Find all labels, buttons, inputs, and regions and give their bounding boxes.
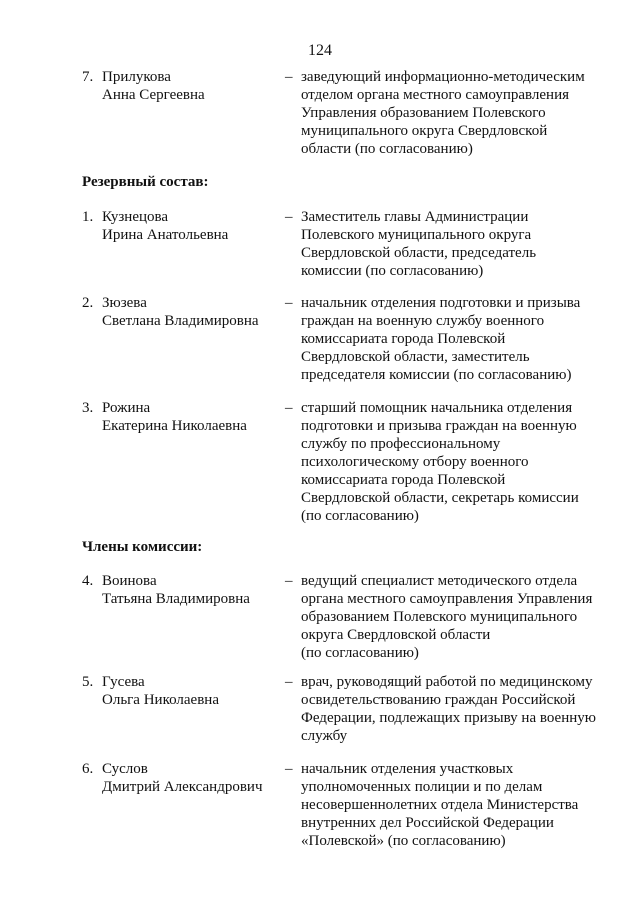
person-name: [102, 760, 282, 796]
position-description: [301, 208, 611, 280]
role-line: (по согласованию): [301, 508, 419, 524]
item-number: 3.: [82, 400, 94, 416]
role-line: (по согласованию): [301, 645, 419, 661]
role-line: органа местного самоуправления Управления: [301, 591, 593, 607]
role-line: начальник отделения участковых: [301, 761, 514, 777]
item-number: 5.: [82, 674, 94, 690]
person-name: [102, 572, 282, 608]
role-line: подготовки и призыва граждан на военную: [301, 418, 577, 434]
role-line: Управления образованием Полевского: [301, 105, 546, 121]
role-line: граждан на военную службу военного: [301, 313, 545, 329]
role-line: службу: [301, 728, 348, 744]
role-line: Свердловской области, председатель: [301, 245, 537, 261]
position-description: [301, 572, 611, 662]
role-line: психологическому отбору военного: [301, 454, 529, 470]
surname: Суслов: [102, 761, 148, 777]
given-names: Екатерина Николаевна: [102, 418, 247, 434]
given-names: Светлана Владимировна: [102, 313, 259, 329]
role-line: старший помощник начальника отделения: [301, 400, 573, 416]
role-line: комиссариата города Полевской: [301, 331, 506, 347]
role-line: комиссариата города Полевской: [301, 472, 506, 488]
surname: Зюзева: [102, 295, 147, 311]
role-line: несовершеннолетних отдела Министерства: [301, 797, 579, 813]
given-names: Ольга Николаевна: [102, 692, 219, 708]
person-name: [102, 673, 282, 709]
position-description: [301, 294, 611, 384]
surname: Гусева: [102, 674, 145, 690]
person-name: [102, 68, 282, 104]
surname: Прилукова: [102, 69, 171, 85]
dash-separator: –: [285, 400, 293, 416]
role-line: Свердловской области, заместитель: [301, 349, 530, 365]
dash-separator: –: [285, 209, 293, 225]
role-line: службу по профессиональному: [301, 436, 501, 452]
surname: Рожина: [102, 400, 151, 416]
given-names: Ирина Анатольевна: [102, 227, 229, 243]
item-number: 7.: [82, 69, 94, 85]
section-title-members: Члены комиссии:: [82, 539, 203, 555]
surname: Воинова: [102, 573, 157, 589]
role-line: внутренних дел Российской Федерации: [301, 815, 554, 831]
role-line: образованием Полевского муниципального: [301, 609, 578, 625]
item-number: 6.: [82, 761, 94, 777]
item-number: 1.: [82, 209, 94, 225]
page-number: 124: [308, 42, 332, 59]
given-names: Дмитрий Александрович: [102, 779, 263, 795]
person-name: [102, 294, 282, 330]
item-number: 4.: [82, 573, 94, 589]
person-name: [102, 208, 282, 244]
role-line: начальник отделения подготовки и призыва: [301, 295, 581, 311]
role-line: отделом органа местного самоуправления: [301, 87, 570, 103]
role-line: «Полевской» (по согласованию): [301, 833, 506, 849]
dash-separator: –: [285, 674, 293, 690]
role-line: области (по согласованию): [301, 141, 473, 157]
role-line: Федерации, подлежащих призыву на военную: [301, 710, 596, 726]
role-line: комиссии (по согласованию): [301, 263, 484, 279]
person-name: [102, 399, 282, 435]
surname: Кузнецова: [102, 209, 169, 225]
role-line: председателя комиссии (по согласованию): [301, 367, 572, 383]
role-line: Свердловской области, секретарь комиссии: [301, 490, 579, 506]
dash-separator: –: [285, 761, 293, 777]
role-line: уполномоченных полиции и по делам: [301, 779, 543, 795]
position-description: [301, 399, 611, 525]
position-description: [301, 68, 611, 158]
dash-separator: –: [285, 69, 293, 85]
role-line: ведущий специалист методического отдела: [301, 573, 578, 589]
role-line: освидетельствованию граждан Российской: [301, 692, 576, 708]
dash-separator: –: [285, 573, 293, 589]
item-number: 2.: [82, 295, 94, 311]
position-description: [301, 673, 611, 745]
given-names: Анна Сергеевна: [102, 87, 205, 103]
role-line: муниципального округа Свердловской: [301, 123, 548, 139]
role-line: врач, руководящий работой по медицинскому: [301, 674, 593, 690]
position-description: [301, 760, 611, 850]
section-title-reserve: Резервный состав:: [82, 174, 209, 190]
dash-separator: –: [285, 295, 293, 311]
role-line: заведующий информационно-методическим: [301, 69, 585, 85]
role-line: округа Свердловской области: [301, 627, 491, 643]
role-line: Заместитель главы Администрации: [301, 209, 529, 225]
role-line: Полевского муниципального округа: [301, 227, 532, 243]
given-names: Татьяна Владимировна: [102, 591, 250, 607]
